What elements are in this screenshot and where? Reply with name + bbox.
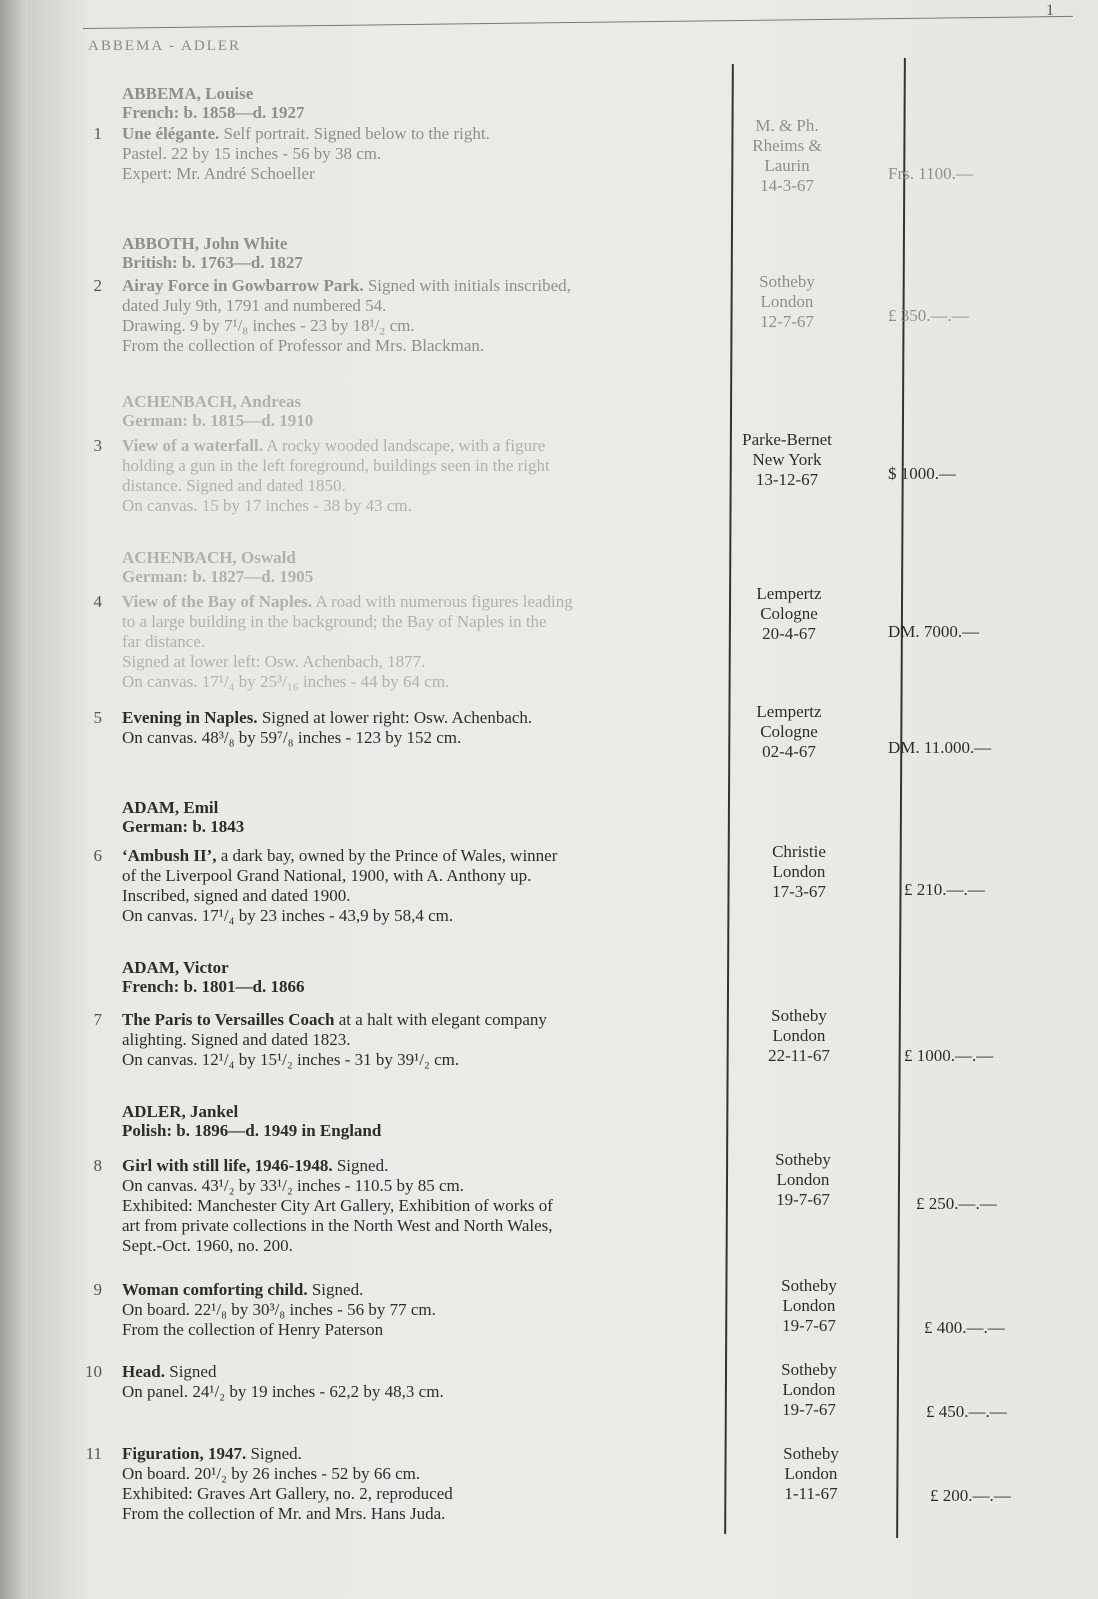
lot-price: £ 250.—.—: [916, 1194, 997, 1213]
lot-line: On canvas. 17¹/₄ by 25³/₁₆ inches - 44 by 64 cm.: [122, 672, 450, 691]
sale-house-line: London: [782, 1296, 836, 1315]
sale-house-line: Lempertz: [756, 584, 822, 603]
lot-line: to a large building in the background; the Bay of Naples in the: [122, 612, 547, 631]
lot-number: 5: [93, 708, 102, 727]
lot-line: View of the Bay of Naples. A road with numerous figures leading: [122, 592, 573, 611]
sale-date: 19-7-67: [782, 1316, 836, 1335]
lot-description: [122, 276, 702, 356]
sale-house-line: Sotheby: [783, 1444, 839, 1463]
lot-line: From the collection of Henry Paterson: [122, 1320, 384, 1339]
sale-house-line: Lempertz: [756, 702, 822, 721]
sale-date: 20-4-67: [762, 624, 816, 643]
lot-line: dated July 9th, 1791 and numbered 54.: [122, 296, 387, 315]
lot-line: Sept.-Oct. 1960, no. 200.: [122, 1236, 293, 1255]
sale-house: [722, 116, 852, 196]
artist-name: ADAM, Emil: [122, 798, 219, 817]
lot-description: [122, 1010, 702, 1070]
lot-line: View of a waterfall. A rocky wooded landscape, with a figure: [122, 436, 546, 455]
header-rule: [83, 16, 1073, 29]
lot-line: Exhibited: Manchester City Art Gallery, Exhibition of works of: [122, 1196, 553, 1215]
lot-title: The Paris to Versailles Coach: [122, 1010, 335, 1029]
lot-line: Head. Signed: [122, 1362, 217, 1381]
artist-name: ABBOTH, John White: [122, 234, 288, 253]
sale-house: [744, 1276, 874, 1336]
sale-house-line: Cologne: [760, 604, 818, 623]
lot-line: On canvas. 43¹/₂ by 33¹/₂ inches - 110.5 by 85 cm.: [122, 1176, 465, 1195]
lot-line: Signed at lower left: Osw. Achenbach, 1877.: [122, 652, 426, 671]
sale-house-line: London: [784, 1464, 838, 1483]
lot-price: DM. 11.000.—: [888, 738, 992, 757]
artist-nationality: Polish: b. 1896—d. 1949 in England: [122, 1121, 382, 1140]
lot-title: Evening in Naples.: [122, 708, 258, 727]
lot-number: 1: [93, 124, 102, 143]
artist-heading: [122, 392, 313, 430]
lot-number: 10: [85, 1362, 102, 1381]
artist-heading: [122, 798, 244, 836]
sale-date: 22-11-67: [768, 1046, 830, 1065]
sale-house-line: Christie: [772, 842, 826, 861]
sale-date: 14-3-67: [760, 176, 814, 195]
artist-heading: [122, 548, 313, 586]
sale-house-line: M. & Ph.: [755, 116, 819, 135]
sale-house-line: Sotheby: [759, 272, 815, 291]
lot-line: ‘Ambush II’, a dark bay, owned by the Prince of Wales, winner: [122, 846, 558, 865]
lot-line: Evening in Naples. Signed at lower right: Osw. Achenbach.: [122, 708, 533, 727]
lot-number: 2: [93, 276, 102, 295]
lot-line: of the Liverpool Grand National, 1900, with A. Anthony up.: [122, 866, 532, 885]
lot-line: On canvas. 15 by 17 inches - 38 by 43 cm.: [122, 496, 412, 515]
lot-line: alighting. Signed and dated 1823.: [122, 1030, 351, 1049]
lot-price: £ 450.—.—: [926, 1402, 1007, 1421]
lot-number: 11: [85, 1444, 102, 1463]
lot-price: DM. 7000.—: [888, 622, 980, 641]
lot-line: On canvas. 12¹/₄ by 15¹/₂ inches - 31 by 39¹/₂ cm.: [122, 1050, 460, 1069]
artist-nationality: German: b. 1815—d. 1910: [122, 411, 314, 430]
lot-description: [122, 1156, 702, 1256]
lot-description: [122, 124, 702, 184]
lot-description: [122, 1362, 702, 1402]
lot-line: Drawing. 9 by 7¹/₈ inches - 23 by 18¹/₂ cm.: [122, 316, 415, 335]
lot-description: [122, 592, 702, 692]
lot-line: Inscribed, signed and dated 1900.: [122, 886, 351, 905]
lot-title: View of a waterfall.: [122, 436, 263, 455]
lot-line: Pastel. 22 by 15 inches - 56 by 38 cm.: [122, 144, 382, 163]
sale-date: 19-7-67: [776, 1190, 830, 1209]
lot-line: On canvas. 48³/₈ by 59⁷/₈ inches - 123 by 152 cm.: [122, 728, 462, 747]
column-divider-price: [896, 58, 906, 1538]
sale-house-line: Laurin: [764, 156, 810, 175]
artist-heading: [122, 1102, 381, 1140]
lot-title: ‘Ambush II’,: [122, 846, 217, 865]
sale-house: [734, 842, 864, 902]
lot-title: Une élégante.: [122, 124, 220, 143]
sale-house: [722, 430, 852, 490]
running-head: ABBEMA - ADLER: [88, 38, 242, 54]
lot-line: Woman comforting child. Signed.: [122, 1280, 364, 1299]
lot-line: Exhibited: Graves Art Gallery, no. 2, reproduced: [122, 1484, 453, 1503]
lot-line: Une élégante. Self portrait. Signed below to the right.: [122, 124, 490, 143]
lot-line: art from private collections in the North West and North Wales,: [122, 1216, 553, 1235]
sale-house-line: London: [782, 1380, 836, 1399]
artist-heading: [122, 84, 304, 122]
lot-line: From the collection of Professor and Mrs. Blackman.: [122, 336, 485, 355]
book-spine-shadow: [0, 0, 30, 1599]
lot-price: $ 1000.—: [888, 464, 956, 483]
sale-house-line: London: [760, 292, 814, 311]
lot-number: 8: [93, 1156, 102, 1175]
sale-house: [722, 272, 852, 332]
sale-house-line: New York: [752, 450, 822, 469]
artist-nationality: German: b. 1843: [122, 817, 245, 836]
lot-number: 7: [93, 1010, 102, 1029]
artist-name: ACHENBACH, Oswald: [122, 548, 296, 567]
artist-heading: [122, 958, 304, 996]
lot-line: Airay Force in Gowbarrow Park. Signed with initials inscribed,: [122, 276, 571, 295]
sale-house: [724, 584, 854, 644]
lot-number: 3: [93, 436, 102, 455]
artist-name: ADAM, Victor: [122, 958, 229, 977]
artist-name: ADLER, Jankel: [122, 1102, 239, 1121]
lot-description: [122, 1444, 702, 1524]
lot-price: £ 400.—.—: [924, 1318, 1005, 1337]
lot-description: [122, 1280, 702, 1340]
sale-house-line: Sotheby: [781, 1360, 837, 1379]
sale-date: 13-12-67: [755, 470, 819, 489]
lot-title: View of the Bay of Naples.: [122, 592, 313, 611]
lot-line: From the collection of Mr. and Mrs. Hans Juda.: [122, 1504, 446, 1523]
lot-line: The Paris to Versailles Coach at a halt with elegant company: [122, 1010, 547, 1029]
sale-house: [744, 1360, 874, 1420]
sale-date: 19-7-67: [782, 1400, 836, 1419]
sale-house: [724, 702, 854, 762]
artist-name: ACHENBACH, Andreas: [122, 392, 302, 411]
page-number: 1: [1046, 2, 1054, 19]
lot-title: Head.: [122, 1362, 165, 1381]
sale-house-line: Cologne: [760, 722, 818, 741]
lot-number: 4: [93, 592, 102, 611]
sale-house-line: London: [776, 1170, 830, 1189]
lot-price: £ 350.—.—: [888, 306, 969, 325]
lot-title: Woman comforting child.: [122, 1280, 308, 1299]
lot-line: Girl with still life, 1946-1948. Signed.: [122, 1156, 389, 1175]
lot-line: On canvas. 17¹/₄ by 23 inches - 43,9 by 58,4 cm.: [122, 906, 454, 925]
sale-house-line: Sotheby: [771, 1006, 827, 1025]
sale-house-line: Rheims &: [752, 136, 822, 155]
lot-title: Airay Force in Gowbarrow Park.: [122, 276, 364, 295]
sale-house-line: Parke-Bernet: [742, 430, 832, 449]
sale-house: [746, 1444, 876, 1504]
lot-title: Girl with still life, 1946-1948.: [122, 1156, 333, 1175]
sale-house: [734, 1006, 864, 1066]
artist-name: ABBEMA, Louise: [122, 84, 254, 103]
lot-line: On board. 22¹/₈ by 30³/₈ inches - 56 by 77 cm.: [122, 1300, 436, 1319]
lot-title: Figuration, 1947.: [122, 1444, 247, 1463]
sale-house-line: London: [772, 862, 826, 881]
lot-line: On panel. 24¹/₂ by 19 inches - 62,2 by 48,3 cm.: [122, 1382, 444, 1401]
lot-line: far distance.: [122, 632, 206, 651]
artist-heading: [122, 234, 303, 272]
lot-price: £ 210.—.—: [904, 880, 985, 899]
lot-line: holding a gun in the left foreground, buildings seen in the right: [122, 456, 550, 475]
lot-line: Expert: Mr. André Schoeller: [122, 164, 315, 183]
sale-date: 02-4-67: [762, 742, 816, 761]
lot-price: Frs. 1100.—: [888, 164, 973, 183]
artist-nationality: French: b. 1801—d. 1866: [122, 977, 305, 996]
lot-description: [122, 846, 702, 926]
sale-date: 1-11-67: [784, 1484, 838, 1503]
sale-house: [738, 1150, 868, 1210]
sale-house-line: Sotheby: [775, 1150, 831, 1169]
lot-description: [122, 436, 702, 516]
artist-nationality: French: b. 1858—d. 1927: [122, 103, 305, 122]
sale-date: 12-7-67: [760, 312, 814, 331]
lot-line: Figuration, 1947. Signed.: [122, 1444, 302, 1463]
sale-house-line: London: [772, 1026, 826, 1045]
lot-price: £ 1000.—.—: [904, 1046, 994, 1065]
lot-number: 9: [93, 1280, 102, 1299]
lot-line: distance. Signed and dated 1850.: [122, 476, 346, 495]
sale-date: 17-3-67: [772, 882, 826, 901]
sale-house-line: Sotheby: [781, 1276, 837, 1295]
artist-nationality: British: b. 1763—d. 1827: [122, 253, 303, 272]
lot-description: [122, 708, 702, 748]
lot-line: On board. 20¹/₂ by 26 inches - 52 by 66 cm.: [122, 1464, 421, 1483]
lot-price: £ 200.—.—: [930, 1486, 1011, 1505]
lot-number: 6: [93, 846, 102, 865]
artist-nationality: German: b. 1827—d. 1905: [122, 567, 314, 586]
